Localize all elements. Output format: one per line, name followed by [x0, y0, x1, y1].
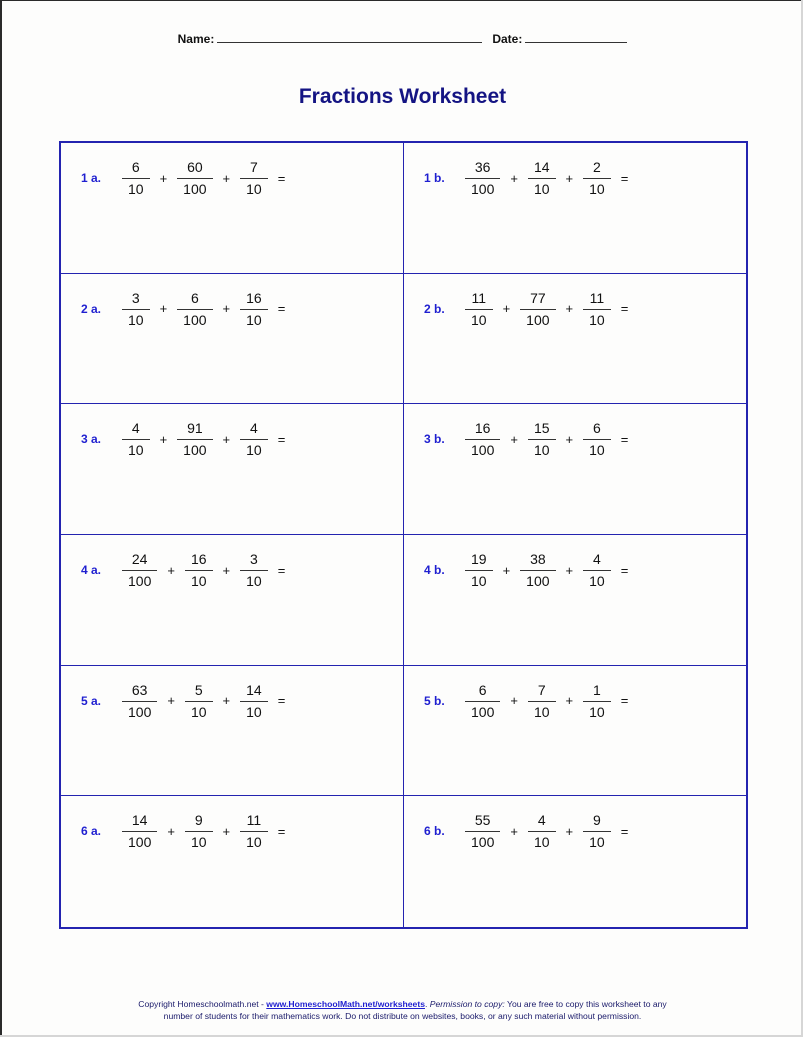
problem-cell [61, 143, 404, 274]
numerator: 4 [131, 420, 140, 437]
numerator: 19 [471, 551, 487, 567]
fraction [237, 419, 271, 459]
fraction-bar [122, 831, 157, 832]
numerator: 11 [589, 289, 605, 306]
plus-sign: + [510, 823, 518, 839]
permission-text: You are free to copy this worksheet to any [504, 999, 667, 1009]
fraction [174, 419, 215, 459]
plus-sign: + [565, 170, 574, 186]
problem-cell [61, 404, 404, 535]
denominator: 10 [246, 834, 262, 851]
fraction [580, 550, 614, 590]
fraction [119, 811, 160, 851]
fraction [517, 550, 558, 590]
equals-sign: = [277, 431, 286, 447]
numerator: 3 [131, 289, 140, 306]
plus-sign: + [159, 170, 168, 186]
copyright-footer [2, 998, 803, 1022]
fraction [119, 289, 153, 329]
numerator: 5 [194, 681, 203, 698]
numerator: 15 [533, 420, 550, 437]
fraction [462, 811, 503, 851]
fraction-bar [583, 831, 611, 832]
numerator: 14 [246, 681, 262, 698]
problem-expression [424, 811, 635, 851]
fraction-bar [520, 570, 555, 571]
fraction [182, 681, 216, 721]
fraction-bar [122, 178, 150, 179]
problem-expression [81, 158, 292, 198]
denominator: 10 [533, 834, 550, 851]
denominator: 100 [526, 311, 550, 328]
equals-sign: = [277, 562, 286, 578]
fraction [525, 419, 559, 459]
denominator: 10 [190, 573, 207, 589]
plus-sign: + [510, 170, 518, 186]
equals-sign: = [277, 301, 286, 317]
fraction-bar [465, 178, 500, 179]
problem-label: 1 a. [81, 171, 102, 185]
problem-label: 5 a. [81, 693, 102, 708]
denominator: 100 [183, 181, 207, 197]
fraction-bar [583, 178, 611, 179]
problem-label: 4 a. [81, 563, 102, 577]
denominator: 100 [526, 573, 550, 589]
problem-label: 2 a. [81, 301, 102, 316]
problem-expression [424, 550, 635, 590]
fraction-bar [177, 178, 212, 179]
problem-label: 6 a. [81, 824, 102, 839]
equals-sign: = [620, 301, 629, 317]
plus-sign: + [167, 693, 175, 709]
fraction [237, 550, 271, 590]
fraction-bar [240, 309, 268, 310]
fraction [580, 289, 614, 329]
numerator: 91 [187, 420, 203, 437]
fraction-bar [185, 701, 213, 702]
fraction [517, 289, 558, 329]
problem-cell [61, 535, 404, 666]
plus-sign: + [159, 301, 168, 317]
fraction [462, 681, 503, 721]
fraction-bar [240, 439, 268, 440]
denominator: 10 [246, 311, 262, 328]
denominator: 10 [533, 442, 550, 459]
date-blank-line [525, 32, 627, 43]
numerator: 14 [533, 159, 550, 175]
plus-sign: + [222, 693, 231, 709]
plus-sign: + [222, 301, 231, 317]
numerator: 6 [190, 289, 199, 306]
denominator: 10 [246, 703, 262, 720]
problem-expression [424, 681, 635, 721]
denominator: 10 [533, 181, 550, 197]
numerator: 4 [250, 420, 258, 437]
denominator: 100 [471, 181, 495, 197]
fraction-bar [583, 701, 611, 702]
fraction-bar [240, 178, 268, 179]
denominator: 10 [589, 703, 605, 720]
fraction-bar [528, 178, 556, 179]
numerator: 63 [131, 681, 148, 698]
problem-label: 3 a. [81, 432, 102, 447]
denominator: 10 [533, 703, 550, 720]
fraction [174, 158, 215, 198]
fraction [237, 289, 271, 329]
equals-sign: = [277, 170, 286, 186]
fraction [580, 811, 614, 851]
link-punctuation: . [424, 999, 430, 1009]
plus-sign: + [222, 562, 231, 578]
name-date-line [2, 32, 803, 46]
problem-label: 6 b. [424, 824, 445, 839]
problem-expression [424, 158, 635, 198]
denominator: 10 [589, 442, 605, 459]
fraction [119, 550, 160, 590]
problem-label: 5 b. [424, 693, 445, 708]
problem-cell [404, 535, 746, 666]
plus-sign: + [222, 823, 231, 839]
copyright-text: Copyright Homeschoolmath.net - [138, 999, 267, 1009]
plus-sign: + [565, 823, 574, 839]
denominator: 10 [589, 181, 605, 197]
fraction [119, 419, 153, 459]
problem-cell [404, 274, 746, 405]
plus-sign: + [565, 693, 574, 709]
plus-sign: + [167, 562, 175, 578]
problem-cell [61, 274, 404, 405]
numerator: 9 [194, 812, 203, 829]
problem-label: 3 b. [424, 432, 445, 447]
problem-cell [404, 404, 746, 535]
fraction-bar [240, 701, 268, 702]
plus-sign: + [222, 431, 231, 447]
fraction-bar [177, 439, 212, 440]
denominator: 10 [128, 442, 144, 459]
numerator: 6 [593, 420, 601, 437]
numerator: 6 [131, 159, 140, 175]
numerator: 38 [530, 551, 546, 567]
fraction [525, 811, 559, 851]
fraction-bar [465, 309, 493, 310]
plus-sign: + [502, 301, 511, 317]
problem-grid [59, 141, 748, 929]
date-label: Date: [492, 32, 523, 46]
fraction [237, 681, 271, 721]
fraction [525, 681, 559, 721]
permission-label: Permission to copy: [429, 999, 505, 1009]
permission-text-line2: number of students for their mathematics work. Do not distribute on websites, books, or any such material without permission. [163, 1011, 642, 1021]
problem-expression [424, 289, 635, 329]
denominator: 10 [589, 834, 605, 851]
denominator: 10 [190, 703, 207, 720]
fraction [580, 681, 614, 721]
equals-sign: = [620, 431, 629, 447]
fraction [462, 419, 503, 459]
name-label: Name: [177, 32, 215, 46]
plus-sign: + [565, 431, 574, 447]
equals-sign: = [277, 693, 286, 709]
numerator: 3 [250, 551, 258, 567]
fraction-bar [520, 309, 555, 310]
plus-sign: + [565, 301, 574, 317]
denominator: 10 [471, 573, 487, 589]
fraction [119, 681, 160, 721]
problem-label: 4 b. [424, 563, 445, 577]
numerator: 16 [246, 289, 262, 306]
fraction-bar [528, 439, 556, 440]
fraction [462, 158, 503, 198]
fraction-bar [240, 831, 268, 832]
numerator: 7 [537, 681, 546, 698]
fraction-bar [177, 309, 212, 310]
fraction-bar [122, 701, 157, 702]
fraction [174, 289, 215, 329]
plus-sign: + [502, 562, 511, 578]
fraction-bar [122, 570, 157, 571]
denominator: 10 [128, 311, 144, 328]
plus-sign: + [565, 562, 574, 578]
equals-sign: = [620, 562, 629, 578]
fraction-bar [185, 831, 213, 832]
fraction-bar [583, 309, 611, 310]
numerator: 2 [593, 159, 601, 175]
numerator: 14 [131, 812, 148, 829]
problem-expression [81, 419, 292, 459]
fraction-bar [122, 439, 150, 440]
fraction-bar [528, 701, 556, 702]
numerator: 55 [474, 812, 491, 829]
fraction-bar [240, 570, 268, 571]
problem-cell [61, 796, 404, 927]
numerator: 77 [530, 289, 546, 306]
plus-sign: + [167, 823, 175, 839]
fraction-bar [465, 439, 500, 440]
numerator: 7 [250, 159, 258, 175]
numerator: 24 [131, 551, 148, 567]
fraction-bar [122, 309, 150, 310]
denominator: 100 [128, 703, 152, 720]
plus-sign: + [510, 431, 518, 447]
denominator: 10 [246, 442, 262, 459]
numerator: 6 [478, 681, 487, 698]
numerator: 9 [593, 812, 601, 829]
fraction-bar [185, 570, 213, 571]
plus-sign: + [222, 170, 231, 186]
problem-expression [81, 681, 292, 721]
worksheets-link[interactable]: www.HomeschoolMath.net/worksheets [266, 999, 425, 1009]
page-title: Fractions Worksheet [298, 85, 507, 108]
numerator: 60 [187, 159, 203, 175]
denominator: 100 [128, 573, 152, 589]
fraction-bar [465, 570, 493, 571]
plus-sign: + [510, 693, 518, 709]
denominator: 100 [183, 311, 207, 328]
fraction [580, 158, 614, 198]
numerator: 4 [537, 812, 546, 829]
problem-cell [404, 666, 746, 797]
denominator: 10 [190, 834, 207, 851]
equals-sign: = [620, 823, 629, 839]
denominator: 10 [246, 181, 262, 197]
denominator: 10 [471, 311, 487, 328]
equals-sign: = [620, 170, 629, 186]
name-blank-line [217, 32, 482, 43]
problem-cell [404, 143, 746, 274]
problem-expression [81, 811, 292, 851]
fraction-bar [583, 439, 611, 440]
fraction [182, 550, 216, 590]
problem-expression [424, 419, 635, 459]
problem-cell [61, 666, 404, 797]
numerator: 1 [593, 681, 601, 698]
denominator: 10 [589, 311, 605, 328]
numerator: 11 [246, 812, 262, 829]
fraction [237, 158, 271, 198]
numerator: 16 [474, 420, 491, 437]
denominator: 100 [183, 442, 207, 459]
fraction [119, 158, 153, 198]
fraction-bar [583, 570, 611, 571]
fraction [237, 811, 271, 851]
fraction [182, 811, 216, 851]
denominator: 100 [471, 442, 495, 459]
problem-cell [404, 796, 746, 927]
denominator: 100 [471, 834, 495, 851]
fraction-bar [465, 831, 500, 832]
fraction [462, 550, 496, 590]
numerator: 4 [593, 551, 601, 567]
fraction-bar [528, 831, 556, 832]
denominator: 10 [128, 181, 144, 197]
numerator: 16 [190, 551, 207, 567]
problem-expression [81, 550, 292, 590]
fraction [525, 158, 559, 198]
problem-label: 2 b. [424, 301, 445, 316]
plus-sign: + [159, 431, 168, 447]
numerator: 11 [471, 289, 487, 306]
denominator: 100 [471, 703, 495, 720]
fraction [580, 419, 614, 459]
numerator: 36 [474, 159, 491, 175]
problem-label: 1 b. [424, 171, 445, 185]
fraction-bar [465, 701, 500, 702]
denominator: 10 [589, 573, 605, 589]
denominator: 100 [128, 834, 152, 851]
fraction [462, 289, 496, 329]
denominator: 10 [246, 573, 262, 589]
equals-sign: = [620, 693, 629, 709]
problem-expression [81, 289, 292, 329]
equals-sign: = [277, 823, 286, 839]
